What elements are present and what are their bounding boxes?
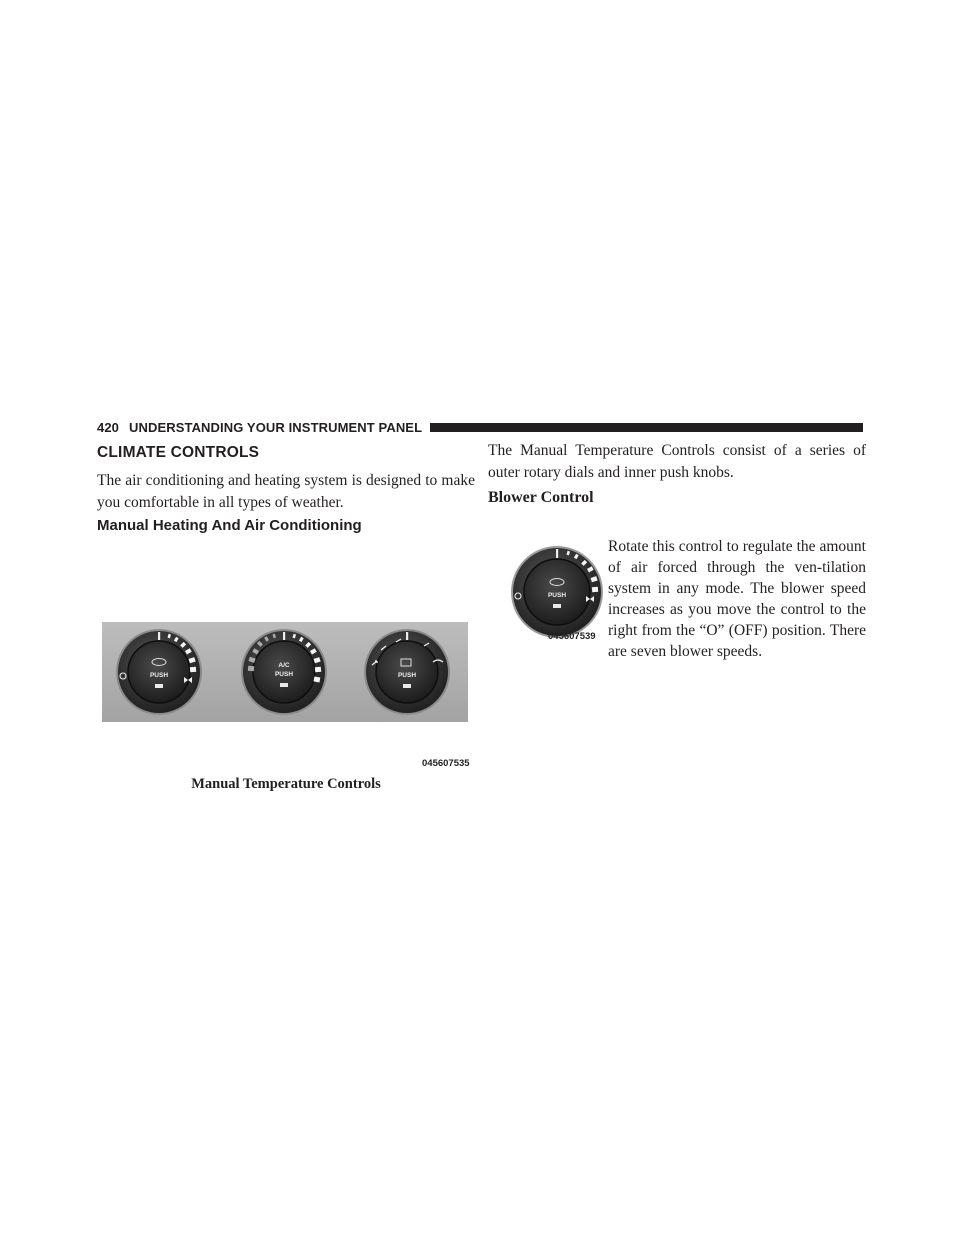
page-number: 420 — [97, 419, 119, 435]
figure-caption: Manual Temperature Controls — [191, 776, 381, 792]
page-header — [97, 418, 863, 436]
controls-intro-text: The Manual Temperature Controls consist of a series of outer rotary dials and inner push knobs. — [488, 442, 866, 481]
chapter-title: UNDERSTANDING YOUR INSTRUMENT PANEL — [129, 419, 423, 435]
temperature-dial[interactable] — [241, 629, 327, 715]
left-column — [97, 440, 475, 792]
header-rule — [430, 423, 863, 432]
indicator-led — [280, 683, 288, 687]
climate-panel-figure — [102, 620, 472, 729]
controls-intro-paragraph — [488, 440, 866, 484]
knob-label: PUSH — [547, 592, 567, 599]
figure-code: 045607535 — [422, 758, 470, 769]
subsection-title: Manual Heating And Air Conditioning — [97, 517, 362, 534]
blower-figure-code: 045607539 — [548, 631, 596, 642]
blower-knob-figure — [506, 542, 608, 644]
knob-3-label: PUSH — [397, 672, 417, 679]
knob-2-label-push: PUSH — [274, 671, 294, 678]
climate-panel-image — [102, 620, 468, 724]
knob-1-label: PUSH — [149, 672, 169, 679]
mode-dial[interactable] — [364, 629, 450, 715]
blower-description — [608, 536, 866, 662]
blower-knob-image — [506, 542, 608, 642]
blower-dial[interactable] — [116, 629, 202, 715]
section-title: CLIMATE CONTROLS — [97, 444, 260, 461]
intro-text: The air conditioning and heating system is designed to make you comfortable in all types of weather. — [97, 472, 475, 511]
blower-control-heading: Blower Control — [488, 489, 594, 506]
indicator-led — [403, 684, 411, 688]
knob-2-label-ac: A/C — [278, 662, 290, 669]
blower-description-text: Rotate this control to regulate the amount of air forced through the ven-tilation system in any mode. The blower speed increases as you move the control to the right from the “O” (OFF) position. There are seven blower speeds. — [608, 538, 866, 660]
indicator-led — [155, 684, 163, 688]
intro-paragraph — [97, 470, 475, 514]
indicator-led — [553, 604, 561, 608]
